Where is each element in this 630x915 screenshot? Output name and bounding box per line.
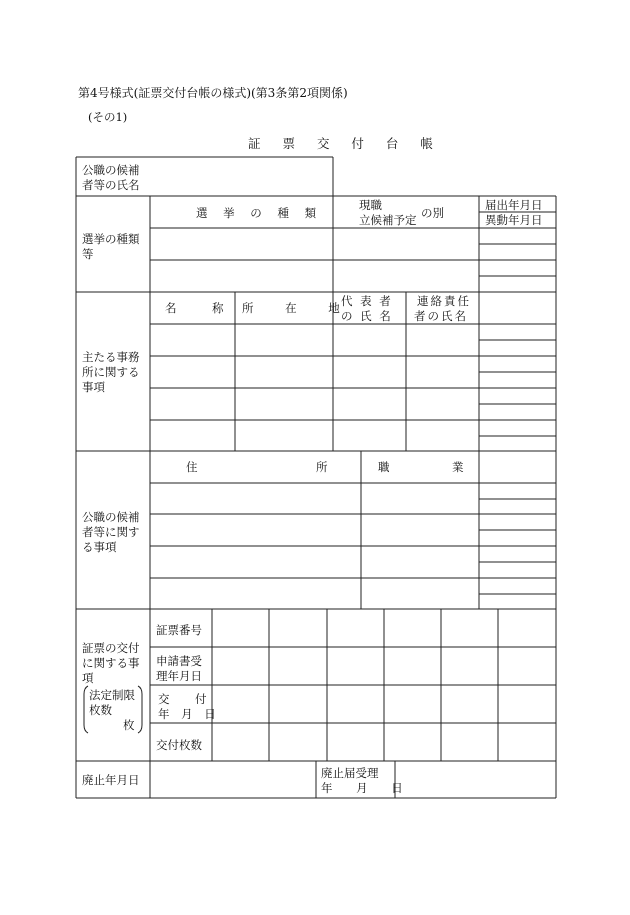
limit-bracket-left <box>84 686 88 733</box>
office-col-contact-1: 連絡責任 <box>417 294 471 308</box>
issuance-row-issue-1a: 交 <box>158 692 170 706</box>
candidate-name-label-2: 者等の氏名 <box>82 178 140 192</box>
office-col-rep-2: の 氏 名 <box>341 309 393 323</box>
candidate-name-label-1: 公職の候補 <box>82 163 140 177</box>
issuance-row-number: 証票番号 <box>156 623 202 637</box>
election-col-type: 選 挙 の 種 類 <box>196 206 323 220</box>
office-label-1: 主たる事務 <box>82 350 140 364</box>
issuance-row-apply-2: 理年月日 <box>156 669 202 683</box>
issuance-row-count: 交付枚数 <box>156 738 202 752</box>
issuance-label-3: 項 <box>82 671 94 685</box>
election-col-betsu: の別 <box>421 206 444 220</box>
election-label-1: 選挙の種類 <box>82 232 140 246</box>
office-label-2: 所に関する <box>82 365 140 379</box>
candidate-info-label-2: 者等に関す <box>82 525 140 539</box>
office-col-name-b: 称 <box>212 301 224 315</box>
issuance-row-issue-1b: 付 <box>195 692 207 706</box>
issuance-row-apply-1: 申請書受 <box>156 654 202 668</box>
limit-bracket-right <box>138 686 142 733</box>
doc-title: 証 票 交 付 台 帳 <box>248 136 442 151</box>
sub-label: (その1) <box>88 110 128 124</box>
candidate-info-col-addr-b: 所 <box>316 460 328 474</box>
office-label-3: 事項 <box>82 380 105 394</box>
abolition-notice-2: 年 月 日 <box>321 781 413 795</box>
issuance-limit-unit: 枚 <box>123 718 135 732</box>
election-col-genshoku: 現職 <box>359 198 382 212</box>
form-title: 第4号様式(証票交付台帳の様式)(第3条第2項関係) <box>78 86 348 100</box>
issuance-limit-1: 法定制限 <box>89 688 135 702</box>
office-col-name-a: 名 <box>165 301 177 315</box>
issuance-row-issue-2: 年 月 日 <box>158 707 220 721</box>
candidate-info-col-job-b: 業 <box>452 460 464 474</box>
candidate-info-col-job-a: 職 <box>378 460 390 474</box>
election-label-2: 等 <box>82 247 94 261</box>
office-col-addr: 所 在 地 <box>242 301 354 315</box>
candidate-info-label-3: る事項 <box>82 540 117 554</box>
candidate-info-col-addr-a: 住 <box>186 460 198 474</box>
election-col-ido: 異動年月日 <box>485 213 543 227</box>
abolition-notice-1: 廃止届受理 <box>321 766 379 780</box>
office-col-rep-1: 代 表 者 <box>341 294 393 308</box>
issuance-limit-2: 枚数 <box>89 703 112 717</box>
issuance-label-2: に関する事 <box>82 656 140 670</box>
issuance-label-1: 証票の交付 <box>82 641 140 655</box>
abolition-label: 廃止年月日 <box>82 773 140 787</box>
election-col-rikkoho: 立候補予定 <box>359 213 417 227</box>
candidate-info-label-1: 公職の候補 <box>82 510 140 524</box>
office-col-contact-2: 者の氏名 <box>414 309 468 323</box>
election-col-todoke: 届出年月日 <box>485 198 543 212</box>
